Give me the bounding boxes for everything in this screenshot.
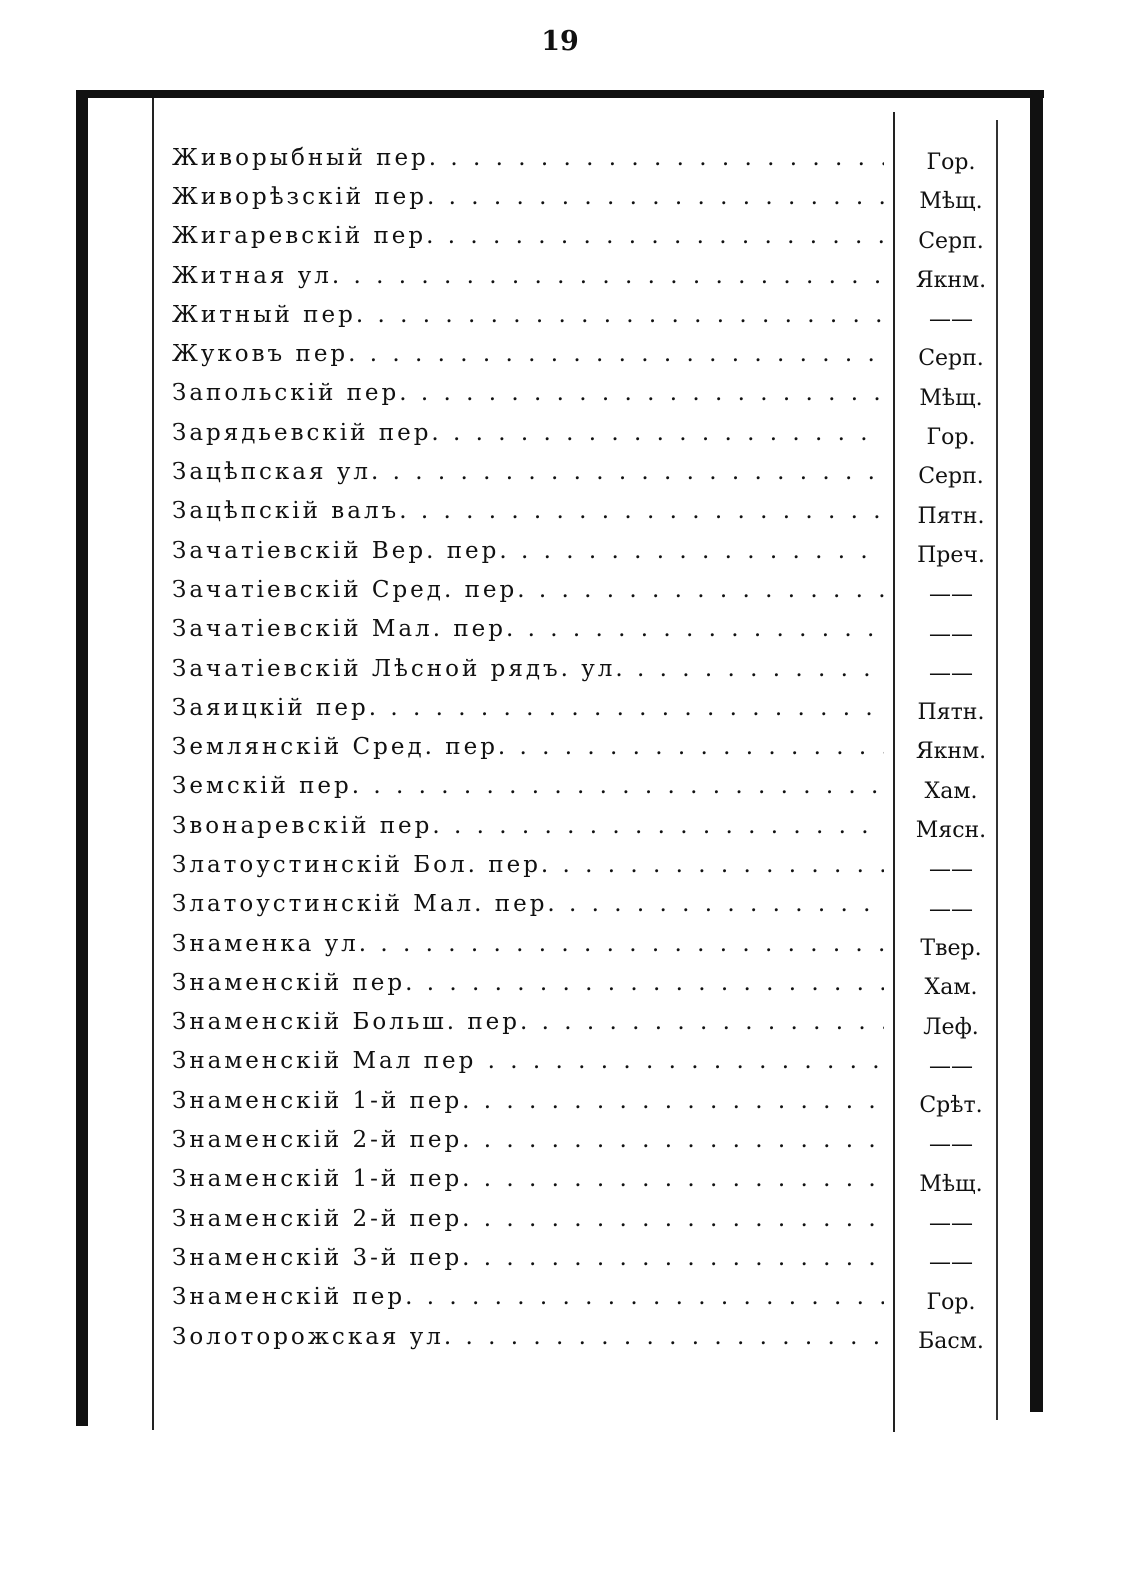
street-name: Заяицкій пер. . . . <box>172 695 884 721</box>
street-name: Знаменскій 3-й пер. . . . <box>172 1245 884 1271</box>
list-item <box>172 924 1002 963</box>
list-item <box>172 177 1002 216</box>
street-name: Зацѣпская ул. . . . <box>172 459 884 485</box>
street-name: Зачатіевскій Сред. пер. . . . <box>172 577 884 603</box>
district-abbrev: Якнм. <box>915 739 987 765</box>
street-name: Знаменка ул. . . . <box>172 931 884 957</box>
street-name: Живорѣзскій пер. . . . <box>172 184 884 210</box>
list-item <box>172 217 1002 256</box>
district-abbrev: Серп. <box>918 464 984 490</box>
district-abbrev: —— <box>929 621 973 647</box>
district-abbrev: Пятн. <box>917 700 985 726</box>
list-item <box>172 138 1002 177</box>
list-item <box>172 413 1002 452</box>
street-name: Зачатіевскій Лѣсной рядъ. ул. . . . <box>172 656 884 682</box>
list-item <box>172 1081 1002 1120</box>
list-item <box>172 963 1002 1002</box>
district-abbrev: —— <box>929 307 973 333</box>
district-abbrev: Хам. <box>924 778 978 804</box>
frame-right-border <box>1030 92 1043 1412</box>
street-name: Землянскій Сред. пер. . . . <box>172 734 884 760</box>
street-name: Жуковъ пер. . . . <box>172 341 884 367</box>
list-item <box>172 531 1002 570</box>
district-abbrev: —— <box>929 660 973 686</box>
list-item <box>172 727 1002 766</box>
street-name: Запольскій пер. . . . <box>172 380 884 406</box>
list-item <box>172 295 1002 334</box>
district-abbrev: Гор. <box>926 425 976 451</box>
street-name: Знаменскій 1-й пер. . . . <box>172 1166 884 1192</box>
street-name: Знаменскій 2-й пер. . . . <box>172 1127 884 1153</box>
district-abbrev: —— <box>929 857 973 883</box>
district-abbrev: —— <box>929 1053 973 1079</box>
street-name: Золоторожская ул. . . . <box>172 1324 884 1350</box>
district-abbrev: —— <box>929 582 973 608</box>
list-item <box>172 256 1002 295</box>
list-item <box>172 1238 1002 1277</box>
frame-top-border <box>76 90 1044 98</box>
list-item <box>172 649 1002 688</box>
district-abbrev: Якнм. <box>915 267 987 293</box>
list-item <box>172 767 1002 806</box>
list-item <box>172 1160 1002 1199</box>
district-abbrev: Мѣщ. <box>919 1171 983 1197</box>
list-item <box>172 452 1002 491</box>
list-item <box>172 885 1002 924</box>
district-abbrev: Твер. <box>920 935 982 961</box>
street-name: Знаменскій пер. . . . <box>172 1284 884 1310</box>
list-item <box>172 1278 1002 1317</box>
street-name: Знаменскій 2-й пер. . . . <box>172 1206 884 1232</box>
list-item <box>172 688 1002 727</box>
district-abbrev: Мѣщ. <box>919 189 983 215</box>
list-item <box>172 610 1002 649</box>
street-name: Знаменскій 1-й пер. . . . <box>172 1088 884 1114</box>
street-name: Знаменскій пер. . . . <box>172 970 884 996</box>
list-item <box>172 334 1002 373</box>
district-abbrev: Леф. <box>923 1014 979 1040</box>
district-abbrev: Пятн. <box>917 503 985 529</box>
list-item <box>172 374 1002 413</box>
district-abbrev: Хам. <box>924 975 978 1001</box>
street-name: Златоустинскій Мал. пер. . . . <box>172 891 884 917</box>
district-abbrev: —— <box>929 1250 973 1276</box>
street-name: Златоустинскій Бол. пер. . . . <box>172 852 884 878</box>
street-name: Житная ул. . . . <box>172 263 884 289</box>
street-name: Живорыбный пер. . . . <box>172 145 884 171</box>
frame-left-border <box>76 92 88 1426</box>
list-item <box>172 845 1002 884</box>
street-index-list <box>172 138 1002 1356</box>
street-name: Жигаревскій пер. . . . <box>172 223 884 249</box>
page-number: 19 <box>541 26 579 57</box>
district-abbrev: Серп. <box>918 346 984 372</box>
street-name: Зачатіевскій Вер. пер. . . . <box>172 538 884 564</box>
street-name: Зачатіевскій Мал. пер. . . . <box>172 616 884 642</box>
list-item <box>172 1042 1002 1081</box>
district-abbrev: Срѣт. <box>919 1093 983 1119</box>
district-abbrev: —— <box>929 1132 973 1158</box>
list-item <box>172 1199 1002 1238</box>
district-abbrev: Преч. <box>917 542 985 568</box>
district-abbrev: Мясн. <box>915 818 987 844</box>
list-item <box>172 492 1002 531</box>
list-item <box>172 1003 1002 1042</box>
street-name: Земскій пер. . . . <box>172 773 884 799</box>
inner-left-rule <box>152 98 154 1430</box>
street-name: Знаменскій Мал пер . . . <box>172 1048 884 1074</box>
district-abbrev: Серп. <box>918 228 984 254</box>
list-item <box>172 570 1002 609</box>
street-name: Житный пер. . . . <box>172 302 884 328</box>
street-name: Звонаревскій пер. . . . <box>172 813 884 839</box>
street-name: Зацѣпскій валъ. . . . <box>172 498 884 524</box>
district-abbrev: Гор. <box>926 150 976 175</box>
district-abbrev: Басм. <box>918 1328 984 1354</box>
district-abbrev: —— <box>929 896 973 922</box>
district-abbrev: Мѣщ. <box>919 385 983 411</box>
list-item <box>172 1120 1002 1159</box>
street-name: Зарядьевскій пер. . . . <box>172 420 884 446</box>
street-name: Знаменскій Больш. пер. . . . <box>172 1009 884 1035</box>
district-abbrev: —— <box>929 1211 973 1237</box>
list-item <box>172 1317 1002 1356</box>
district-abbrev: Гор. <box>926 1289 976 1315</box>
list-item <box>172 806 1002 845</box>
